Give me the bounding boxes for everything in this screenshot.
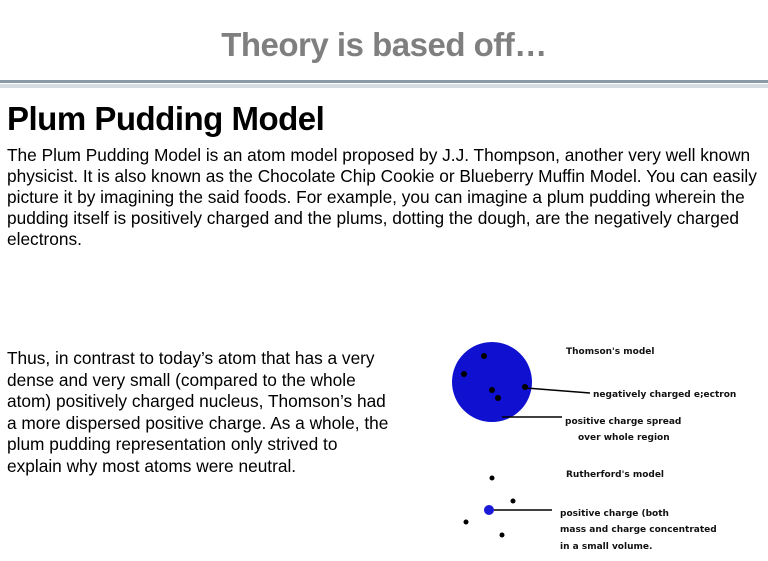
thomson-positive-sphere	[452, 342, 532, 422]
thomson-electron-dot	[481, 353, 487, 359]
thomson-electron-dot	[522, 384, 528, 390]
rutherford-electron-dot	[464, 520, 469, 525]
thomson-electron-dot	[461, 371, 467, 377]
positive-spread-label-line2: over whole region	[578, 433, 670, 443]
negative-electron-label: negatively charged e;ectron	[593, 390, 737, 400]
title-divider-dark	[0, 80, 768, 83]
rutherford-title: Rutherford's model	[566, 470, 665, 480]
rutherford-electron-dot	[500, 533, 505, 538]
title-divider-light	[0, 84, 768, 88]
electron-pointer-line	[526, 388, 590, 393]
nucleus-label-line3: in a small volume.	[560, 542, 653, 552]
thomson-electron-dot	[489, 387, 495, 393]
contrast-paragraph: Thus, in contrast to today’s atom that has a very dense and very small (compared to the whole atom) positively charged nucleus, Thomson’s had a more dispersed positive charge. As a whole, the plum pudding representation only strived to explain why most atoms were neutral.	[7, 348, 389, 476]
positive-spread-label-line1: positive charge spread	[565, 417, 682, 427]
rutherford-electron-dot	[511, 499, 516, 504]
slide-title: Theory is based off…	[221, 26, 547, 63]
rutherford-nucleus	[484, 505, 494, 515]
nucleus-label-line1: positive charge (both	[560, 509, 669, 519]
atom-models-diagram	[440, 330, 760, 556]
thomson-electron-dot	[495, 395, 501, 401]
thomson-title: Thomson's model	[566, 347, 655, 357]
rutherford-electron-dot	[490, 476, 495, 481]
intro-paragraph: The Plum Pudding Model is an atom model proposed by J.J. Thompson, another very well known physicist. It is also known as the Chocolate Chip Cookie or Blueberry Muffin Model. You can easily picture it by imagining the said foods. For example, you can imagine a plum pudding wherein the pudding itself is positively charged and the plums, dotting the dough, are the negatively charged electrons.	[7, 145, 757, 249]
section-heading: Plum Pudding Model	[7, 100, 325, 137]
nucleus-label-line2: mass and charge concentrated	[560, 525, 717, 535]
